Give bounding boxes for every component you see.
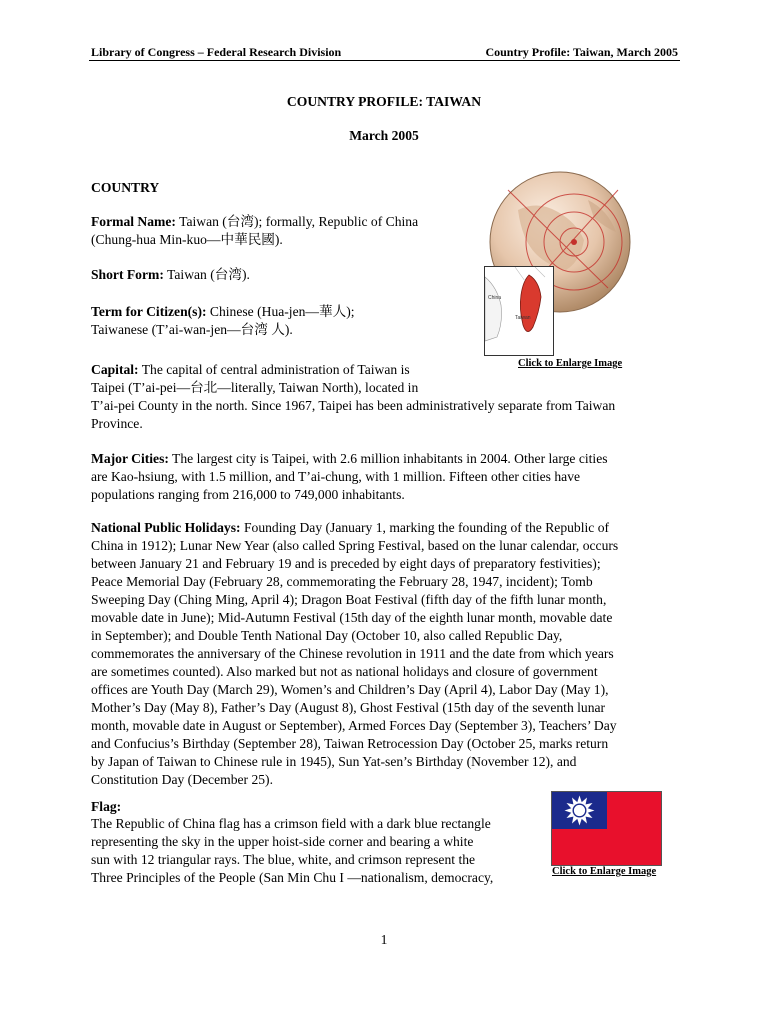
flag-line3: sun with 12 triangular rays. The blue, white, and crimson represent the xyxy=(91,852,476,867)
holidays-line7: in September); and Double Tenth National Day (October 10, also called Republic Day, xyxy=(91,628,563,643)
capital-line2: Taipei (T’ai-pei—台北—literally, Taiwan North), located in xyxy=(91,380,419,395)
short-form-label: Short Form: xyxy=(91,267,164,282)
taiwan-map-inset[interactable] xyxy=(484,266,554,356)
capital-line3: T’ai-pei County in the north. Since 1967, Taipei has been administratively separate from Taiwan xyxy=(91,398,616,413)
holidays-line14: by Japan of Taiwan to Chinese rule in 1945), Sun Yat-sen’s Birthday (November 12), and xyxy=(91,754,577,769)
citizen-text: Chinese (Hua-jen—華人); xyxy=(206,304,355,319)
holidays-line11: Mother’s Day (May 8), Father’s Day (August 8), Ghost Festival (15th day of the seventh lunar xyxy=(91,700,606,715)
flag-line2: representing the sky in the upper hoist-side corner and bearing a white xyxy=(91,834,474,849)
holidays-label: National Public Holidays: xyxy=(91,520,241,535)
formal-name-line2: (Chung-hua Min-kuo—中華民國). xyxy=(91,232,283,247)
roc-flag-graphic xyxy=(552,792,661,865)
enlarge-flag-link[interactable]: Click to Enlarge Image xyxy=(552,866,657,877)
holidays-line5: Sweeping Day (Ching Ming, April 4); Dragon Boat Festival (fifth day of the fifth lunar month, xyxy=(91,592,607,607)
major-cities-line1 xyxy=(91,450,608,468)
citizen-line2: Taiwanese (T’ai-wan-jen—台湾 人). xyxy=(91,322,293,337)
running-header xyxy=(89,44,680,61)
inset-label-china: China xyxy=(488,295,502,301)
flag-line1: The Republic of China flag has a crimson field with a dark blue rectangle xyxy=(91,816,491,831)
holidays-line1 xyxy=(91,519,609,537)
major-cities-line3: populations ranging from 216,000 to 749,000 inhabitants. xyxy=(91,487,405,502)
major-cities-line2: are Kao-hsiung, with 1.5 million, and T’ai-chung, with 1 million. Fifteen other cities have xyxy=(91,469,581,484)
flag-line4: Three Principles of the People (San Min Chu I —nationalism, democracy, xyxy=(91,870,494,885)
header-right: Country Profile: Taiwan, March 2005 xyxy=(485,45,678,59)
page-number: 1 xyxy=(380,932,388,947)
major-cities-label: Major Cities: xyxy=(91,451,169,466)
holidays-line10: offices are Youth Day (March 29), Women’s and Children’s Day (April 4), Labor Day (May 1), xyxy=(91,682,609,697)
formal-name-label: Formal Name: xyxy=(91,214,176,229)
holidays-line3: between January 21 and February 19 and is preceded by eight days of preparatory festivities); xyxy=(91,556,601,571)
capital-line1 xyxy=(91,361,410,379)
document-date: March 2005 xyxy=(349,128,419,143)
holidays-line6: movable date in June); Mid-Autumn Festival (15th day of the eighth lunar month, movable date xyxy=(91,610,613,625)
holidays-line13: and Confucius’s Birthday (September 28), Taiwan Retrocession Day (October 25, marks return xyxy=(91,736,609,751)
capital-label: Capital: xyxy=(91,362,139,377)
enlarge-map-link[interactable]: Click to Enlarge Image xyxy=(518,358,623,369)
major-cities-text: The largest city is Taipei, with 2.6 million inhabitants in 2004. Other large cities xyxy=(168,451,608,466)
holidays-line4: Peace Memorial Day (February 28, commemorating the February 28, 1947, incident); Tomb xyxy=(91,574,593,589)
holidays-line2: China in 1912); Lunar New Year (also called Spring Festival, based on the lunar calendar, occurs xyxy=(91,538,619,553)
holidays-line8: commemorates the anniversary of the Chinese revolution in 1911 and the date from which years xyxy=(91,646,614,661)
flag-heading: Flag: xyxy=(91,799,122,814)
formal-name-line1 xyxy=(91,213,418,231)
inset-label-taiwan: Taiwan xyxy=(515,315,531,321)
short-form-line xyxy=(91,266,250,284)
holidays-line9: are sometimes counted). Also marked but not as national holidays and closure of government xyxy=(91,664,598,679)
citizen-label: Term for Citizen(s): xyxy=(91,304,207,319)
holidays-text: Founding Day (January 1, marking the founding of the Republic of xyxy=(240,520,610,535)
roc-flag-image[interactable] xyxy=(551,791,662,866)
section-heading: COUNTRY xyxy=(91,180,160,195)
formal-name-text: Taiwan (台湾); formally, Republic of China xyxy=(175,214,419,229)
citizen-line1 xyxy=(91,303,355,321)
short-form-text: Taiwan (台湾). xyxy=(163,267,250,282)
holidays-line12: month, movable date in August or September), Armed Forces Day (September 3), Teachers’ Day xyxy=(91,718,617,733)
holidays-line15: Constitution Day (December 25). xyxy=(91,772,273,787)
header-left: Library of Congress – Federal Research Division xyxy=(91,45,342,59)
document-title: COUNTRY PROFILE: TAIWAN xyxy=(286,94,482,109)
capital-text: The capital of central administration of Taiwan is xyxy=(138,362,410,377)
capital-line4: Province. xyxy=(91,416,143,431)
taiwan-inset-graphic xyxy=(485,267,553,355)
